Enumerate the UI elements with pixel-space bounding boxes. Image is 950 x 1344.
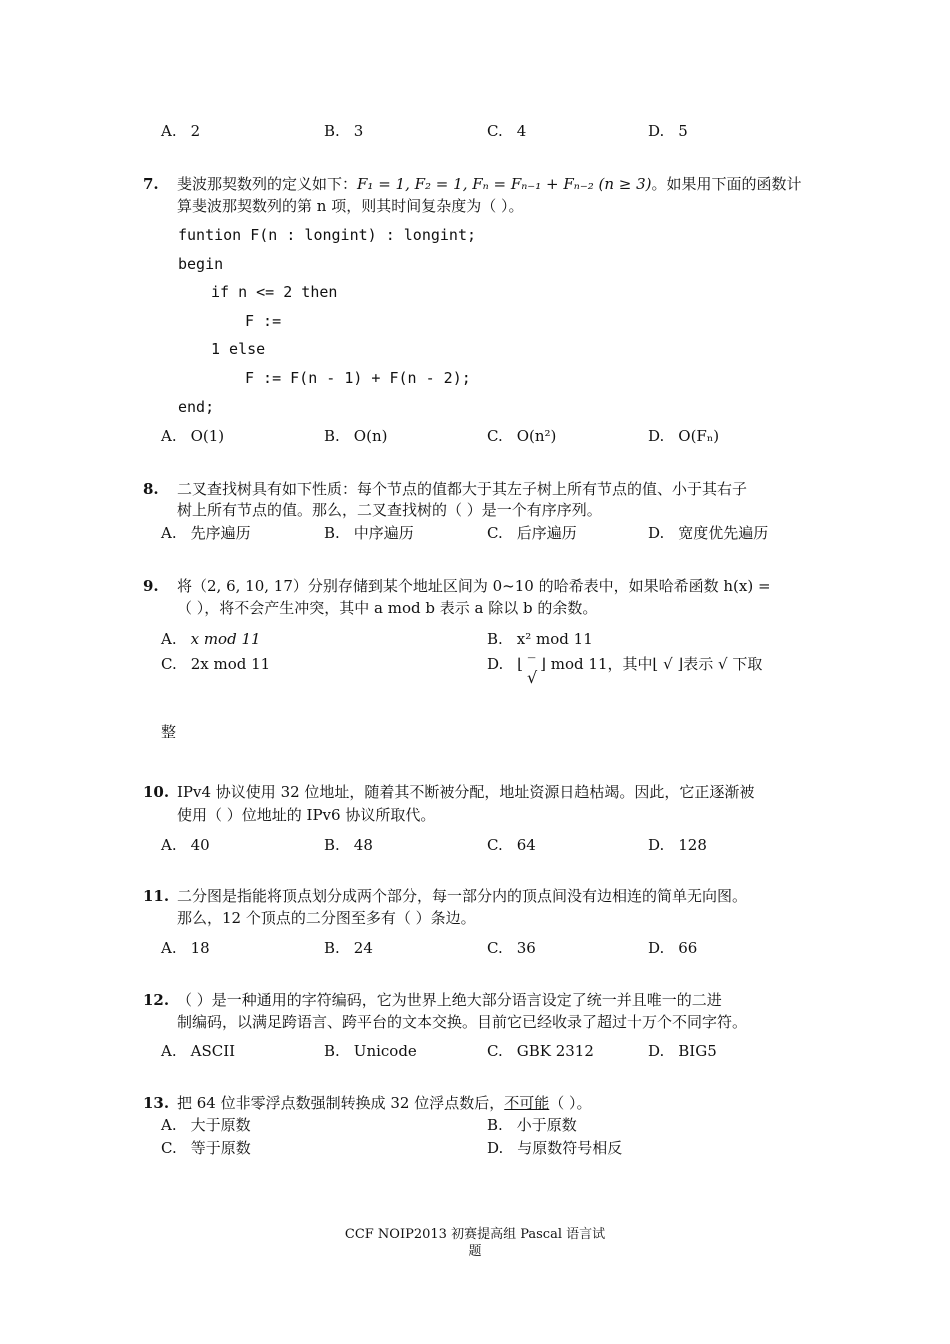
q13-emphasis: 不可能 (504, 1094, 550, 1112)
q7-code-line: if n <= 2 then (211, 283, 338, 301)
q7-code-line: begin (178, 255, 224, 273)
q12-option-d: D. BIG5 (648, 1042, 717, 1060)
q12-line1: （ ）是一种通用的字符编码，它为世界上绝大部分语言设定了统一并且唯一的二进 (177, 991, 722, 1009)
q7-code-line: funtion F(n : longint) : longint; (178, 226, 477, 244)
q10-option-c: C. 64 (487, 836, 536, 854)
q11-option-c: C. 36 (487, 939, 536, 957)
q12-option-c: C. GBK 2312 (487, 1042, 594, 1060)
q7-option-a: A. O(1) (161, 427, 225, 445)
q9-line1: 将（2, 6, 10, 17）分别存储到某个地址区间为 0~10 的哈希表中，如果哈希函数 h(x) = (177, 577, 771, 595)
q9-line2: （ ），将不会产生冲突，其中 a mod b 表示 a 除以 b 的余数。 (177, 599, 598, 617)
q12-option-b: B. Unicode (324, 1042, 417, 1060)
q11-option-b: B. 24 (324, 939, 373, 957)
q13-option-c: C. 等于原数 (161, 1139, 251, 1157)
q7-option-c: C. O(n²) (487, 427, 557, 445)
q7-line1: 斐波那契数列的定义如下：F₁ = 1, F₂ = 1, Fₙ = Fₙ₋₁ + Fₙ₋₂ (n ≥ 3)。如果用下面的函数计 (177, 175, 802, 193)
q7-line2: 算斐波那契数列的第 n 项，则其时间复杂度为（ ）。 (177, 197, 524, 215)
q13-line1: 把 64 位非零浮点数强制转换成 32 位浮点数后，不可能（ ）。 (177, 1094, 592, 1112)
q10-option-b: B. 48 (324, 836, 373, 854)
q9-number: 9. (143, 577, 159, 595)
q7-option-d: D. O(Fₙ) (648, 427, 720, 445)
q8-option-a: A. 先序遍历 (161, 524, 251, 542)
q11-line1: 二分图是指能将顶点划分成两个部分，每一部分内的顶点间没有边相连的简单无向图。 (177, 887, 748, 905)
q8-line1: 二叉查找树具有如下性质：每个节点的值都大于其左子树上所有节点的值、小于其右子 (177, 480, 748, 498)
q7-option-b: B. O(n) (324, 427, 388, 445)
q11-number: 11. (143, 887, 170, 905)
q8-option-c: C. 后序遍历 (487, 524, 577, 542)
q13-option-a: A. 大于原数 (161, 1116, 251, 1134)
q13-option-b: B. 小于原数 (487, 1116, 577, 1134)
q11-line2: 那么，12 个顶点的二分图至多有（ ）条边。 (177, 909, 476, 927)
q7-number: 7. (143, 175, 159, 193)
q9-option-c: C. 2x mod 11 (161, 655, 271, 673)
footer-line2: 题 (468, 1244, 482, 1259)
q8-number: 8. (143, 480, 159, 498)
q7-code-line: F := F(n - 1) + F(n - 2); (245, 369, 471, 387)
q13-option-d: D. 与原数符号相反 (487, 1139, 623, 1157)
q7-code-line: 1 else (211, 340, 266, 358)
q10-line1: IPv4 协议使用 32 位地址，随着其不断被分配，地址资源日趋枯竭。因此，它正逐渐被 (177, 783, 755, 801)
q11-option-a: A. 18 (161, 939, 210, 957)
q8-option-d: D. 宽度优先遍历 (648, 524, 769, 542)
q9-option-a: A. x mod 11 (161, 630, 261, 648)
q7-formula: F₁ = 1, F₂ = 1, Fₙ = Fₙ₋₁ + Fₙ₋₂ (n ≥ 3) (357, 175, 652, 193)
q9-option-d: D. ⌊ ‾ ⌋ mod 11，其中⌊ √ ⌋表示 √ 下取 (487, 655, 763, 673)
q11-option-d: D. 66 (648, 939, 698, 957)
q12-option-a: A. ASCII (161, 1042, 236, 1060)
q6-option-b: B. 3 (324, 122, 364, 140)
q10-option-a: A. 40 (161, 836, 210, 854)
q12-line2: 制编码，以满足跨语言、跨平台的文本交换。目前它已经收录了超过十万个不同字符。 (177, 1013, 748, 1031)
q10-number: 10. (143, 783, 170, 801)
q9-option-b: B. x² mod 11 (487, 630, 593, 648)
q9-tail: 整 (161, 723, 177, 741)
q10-line2: 使用（ ）位地址的 IPv6 协议所取代。 (177, 806, 436, 824)
q7-code-line: F := (245, 312, 282, 330)
q6-option-a: A. 2 (161, 122, 201, 140)
q13-number: 13. (143, 1094, 170, 1112)
footer-line1: CCF NOIP2013 初赛提高组 Pascal 语言试 (344, 1227, 606, 1242)
q8-option-b: B. 中序遍历 (324, 524, 414, 542)
q6-option-c: C. 4 (487, 122, 527, 140)
q8-line2: 树上所有节点的值。那么，二叉查找树的（ ）是一个有序序列。 (177, 501, 602, 519)
q6-option-d: D. 5 (648, 122, 688, 140)
q12-number: 12. (143, 991, 170, 1009)
q9-option-d-radical: √ (527, 668, 538, 687)
q10-option-d: D. 128 (648, 836, 707, 854)
q7-code-line: end; (178, 398, 215, 416)
